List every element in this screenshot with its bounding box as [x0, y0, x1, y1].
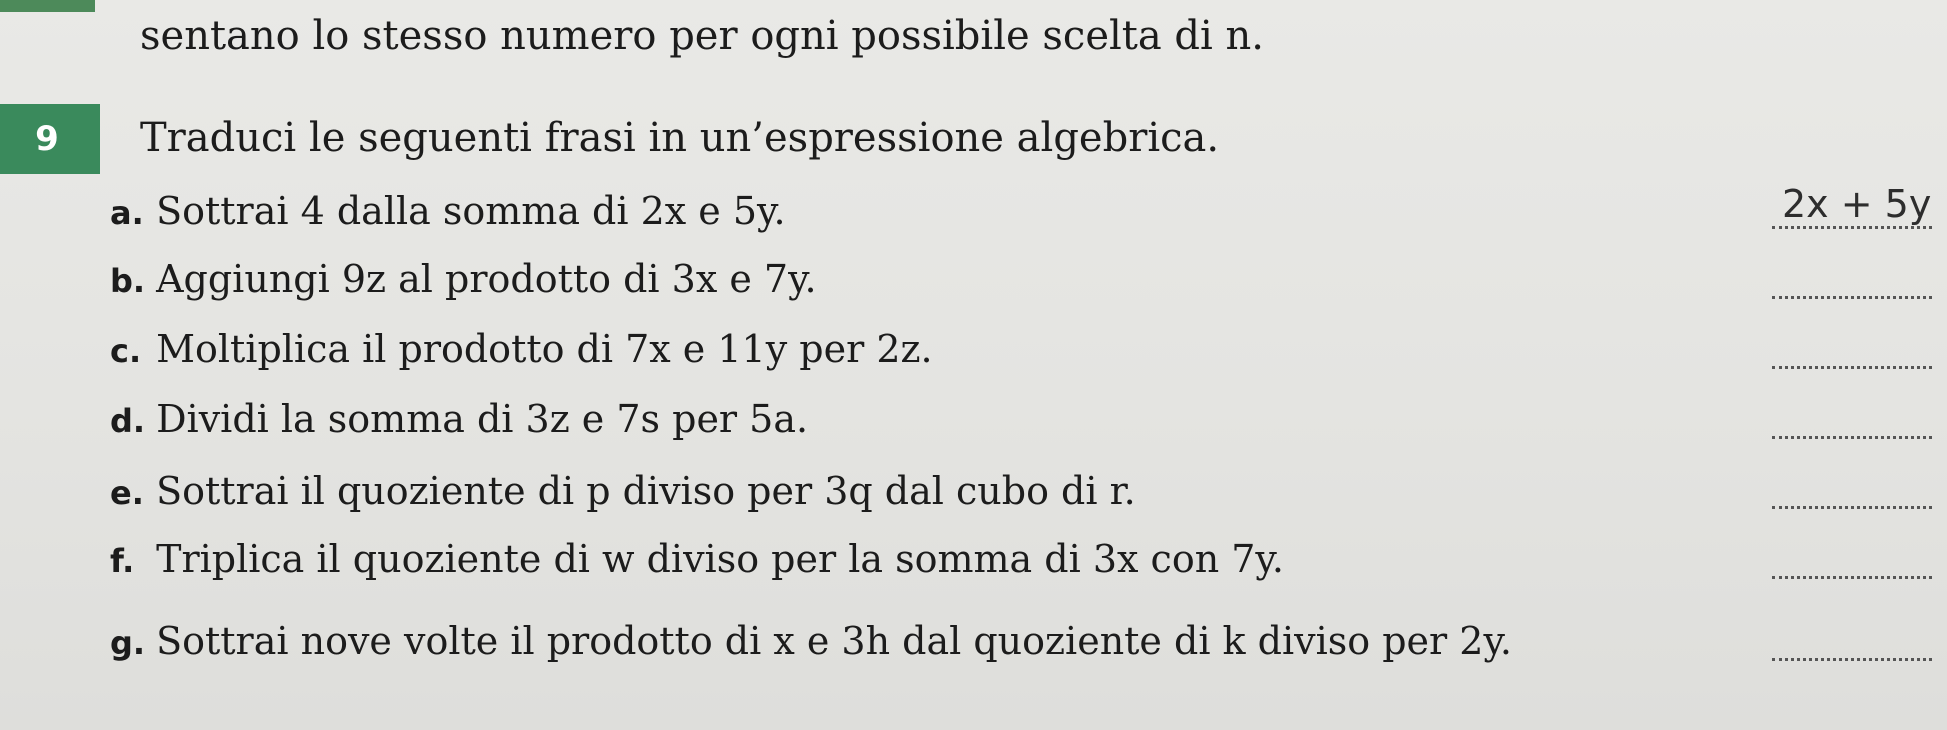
intro-line: sentano lo stesso numero per ogni possibile scelta di n.: [140, 13, 1265, 59]
item-letter: a.: [110, 194, 144, 232]
answer-blank-d[interactable]: [1772, 436, 1932, 439]
exercise-item-c: [110, 324, 933, 376]
exercise-instruction: Traduci le seguenti frasi in un’espressione algebrica.: [140, 115, 1220, 161]
exercise-item-g: [110, 616, 1512, 668]
exercise-item-e: [110, 466, 1136, 518]
exercise-item-f: [110, 534, 1284, 586]
exercise-item-d: [110, 394, 808, 446]
item-text: Sottrai nove volte il prodotto di x e 3h dal quoziente di k diviso per 2y.: [156, 619, 1512, 663]
item-text: Sottrai il quoziente di p diviso per 3q dal cubo di r.: [156, 469, 1136, 513]
exercise-number-badge: 9: [0, 104, 100, 174]
answer-blank-b[interactable]: [1772, 296, 1932, 299]
item-text: Sottrai 4 dalla somma di 2x e 5y.: [156, 189, 786, 233]
item-letter: c.: [110, 332, 142, 370]
handwritten-answer-a: 2x + 5y: [1782, 182, 1932, 226]
item-text: Triplica il quoziente di w diviso per la somma di 3x con 7y.: [156, 537, 1284, 581]
item-letter: e.: [110, 474, 144, 512]
item-text: Dividi la somma di 3z e 7s per 5a.: [156, 397, 809, 441]
exercise-item-b: [110, 254, 817, 306]
item-letter: d.: [110, 402, 146, 440]
answer-blank-c[interactable]: [1772, 366, 1932, 369]
item-letter: f.: [110, 542, 135, 580]
item-letter: g.: [110, 624, 146, 662]
answer-blank-a[interactable]: [1772, 226, 1932, 229]
answer-blank-g[interactable]: [1772, 658, 1932, 661]
answer-blank-e[interactable]: [1772, 506, 1932, 509]
exercise-item-a: [110, 186, 786, 238]
answer-blank-f[interactable]: [1772, 576, 1932, 579]
item-text: Moltiplica il prodotto di 7x e 11y per 2z.: [156, 327, 933, 371]
section-color-tab: [0, 0, 95, 12]
item-text: Aggiungi 9z al prodotto di 3x e 7y.: [156, 257, 817, 301]
item-letter: b.: [110, 262, 146, 300]
